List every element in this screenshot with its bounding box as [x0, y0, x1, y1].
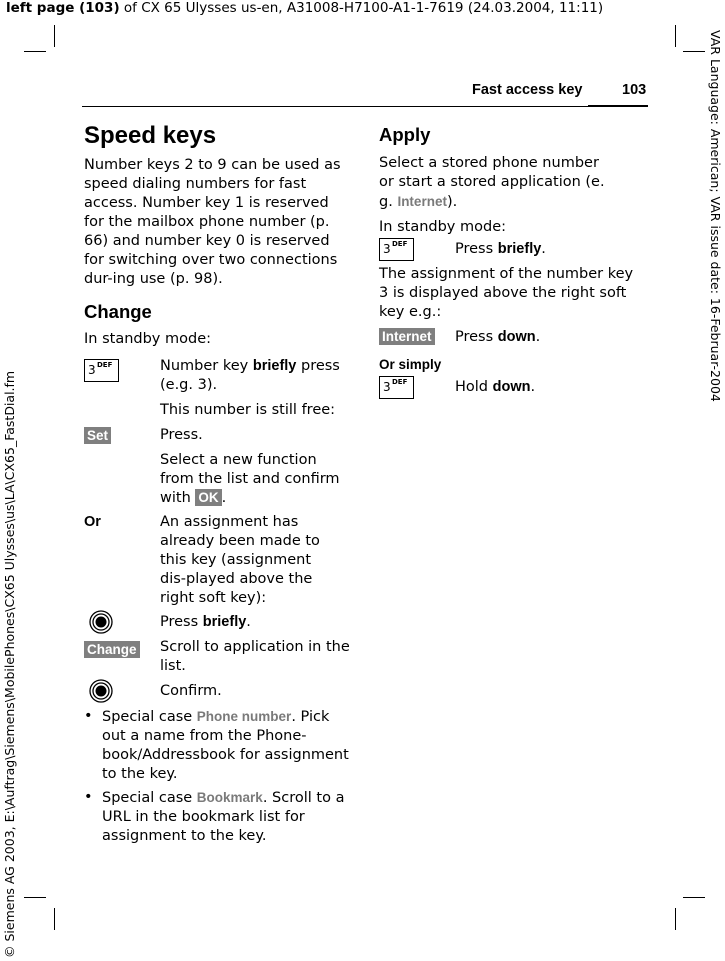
print-header — [6, 0, 603, 16]
print-header-rest: of CX 65 Ulysses us-en, A31008-H7100-A1-1-7619 (24.03.2004, 11:11) — [119, 0, 604, 16]
crop-mark — [675, 908, 676, 930]
apply-step-1-text: Press briefly. — [455, 241, 546, 257]
ok-softkey: OK — [195, 489, 221, 506]
step-8-text: Confirm. — [160, 683, 222, 699]
key-3-icon: 3 DEF — [379, 376, 414, 399]
crop-mark — [54, 25, 55, 47]
key-3-icon: 3 DEF — [84, 359, 119, 382]
step-7-text: Scroll to application in the list. — [160, 639, 350, 674]
crop-mark — [683, 51, 705, 52]
or-simply-label: Or simply — [379, 357, 442, 372]
left-column — [84, 122, 350, 349]
intro-paragraph: Number keys 2 to 9 can be used as speed dialing numbers for fast access. Number key 1 is reserved for the mailbox phone number (p. 66) and number key 0 is reserved for switching over two connections dur-ing use (p. 98). — [84, 157, 341, 287]
navigation-key-icon — [89, 610, 113, 634]
step-4-text: Select a new function from the list and confirm with OK . — [160, 452, 340, 506]
or-label: Or — [84, 514, 101, 530]
running-head: Fast access key — [472, 82, 583, 98]
step-2-text: This number is still free: — [160, 402, 336, 418]
crop-mark — [54, 908, 55, 930]
key-3-icon: 3 DEF — [379, 238, 414, 261]
section-title: Speed keys — [84, 122, 217, 149]
print-header-bold: left page (103) — [6, 0, 120, 16]
apply-step-2-text: Press down. — [455, 329, 541, 345]
left-steps — [84, 357, 350, 857]
side-text-right: VAR Language: American; VAR issue date: 16-Februar-2004 — [708, 30, 723, 402]
header-rule — [82, 106, 648, 107]
right-steps — [379, 237, 645, 417]
navigation-key-icon — [89, 679, 113, 703]
assignment-paragraph: The assignment of the number key 3 is displayed above the right soft key e.g.: — [379, 266, 634, 320]
side-text-left: © Siemens AG 2003, E:\Auftrag\Siemens\MobilePhones\CX65 Ulysses\us\LA\CX65_FastDial.fm — [2, 370, 17, 958]
bullet-bookmark: Special case Bookmark. Scroll to a URL in the bookmark list for assignment to the key. — [102, 790, 345, 844]
standby-label: In standby mode: — [379, 219, 506, 235]
apply-heading: Apply — [379, 124, 431, 145]
right-column — [379, 124, 645, 237]
standby-label: In standby mode: — [84, 331, 211, 347]
bullet-marker: • — [84, 789, 93, 805]
apply-step-3-text: Hold down. — [455, 379, 536, 395]
change-heading: Change — [84, 301, 152, 322]
step-5-text: An assignment has already been made to this key (assignment dis-played above the right soft key): — [160, 514, 320, 606]
crop-mark — [675, 25, 676, 47]
crop-mark — [24, 897, 46, 898]
bullet-marker: • — [84, 708, 93, 724]
change-softkey: Change — [84, 641, 140, 658]
crop-mark — [24, 51, 46, 52]
set-softkey: Set — [84, 427, 111, 444]
step-1-text: Number key briefly press (e.g. 3). — [160, 358, 340, 393]
page-number-rule — [588, 105, 648, 107]
page-number: 103 — [622, 82, 647, 98]
step-6-text: Press briefly. — [160, 614, 251, 630]
crop-mark — [683, 897, 705, 898]
step-3-text: Press. — [160, 427, 203, 443]
apply-paragraph: Select a stored phone number or start a stored application (e. g. Internet). — [379, 155, 605, 210]
bullet-phone-number: Special case Phone number. Pick out a name from the Phone-book/Addressbook for assignment to the key. — [102, 709, 349, 782]
internet-softkey: Internet — [379, 328, 435, 345]
